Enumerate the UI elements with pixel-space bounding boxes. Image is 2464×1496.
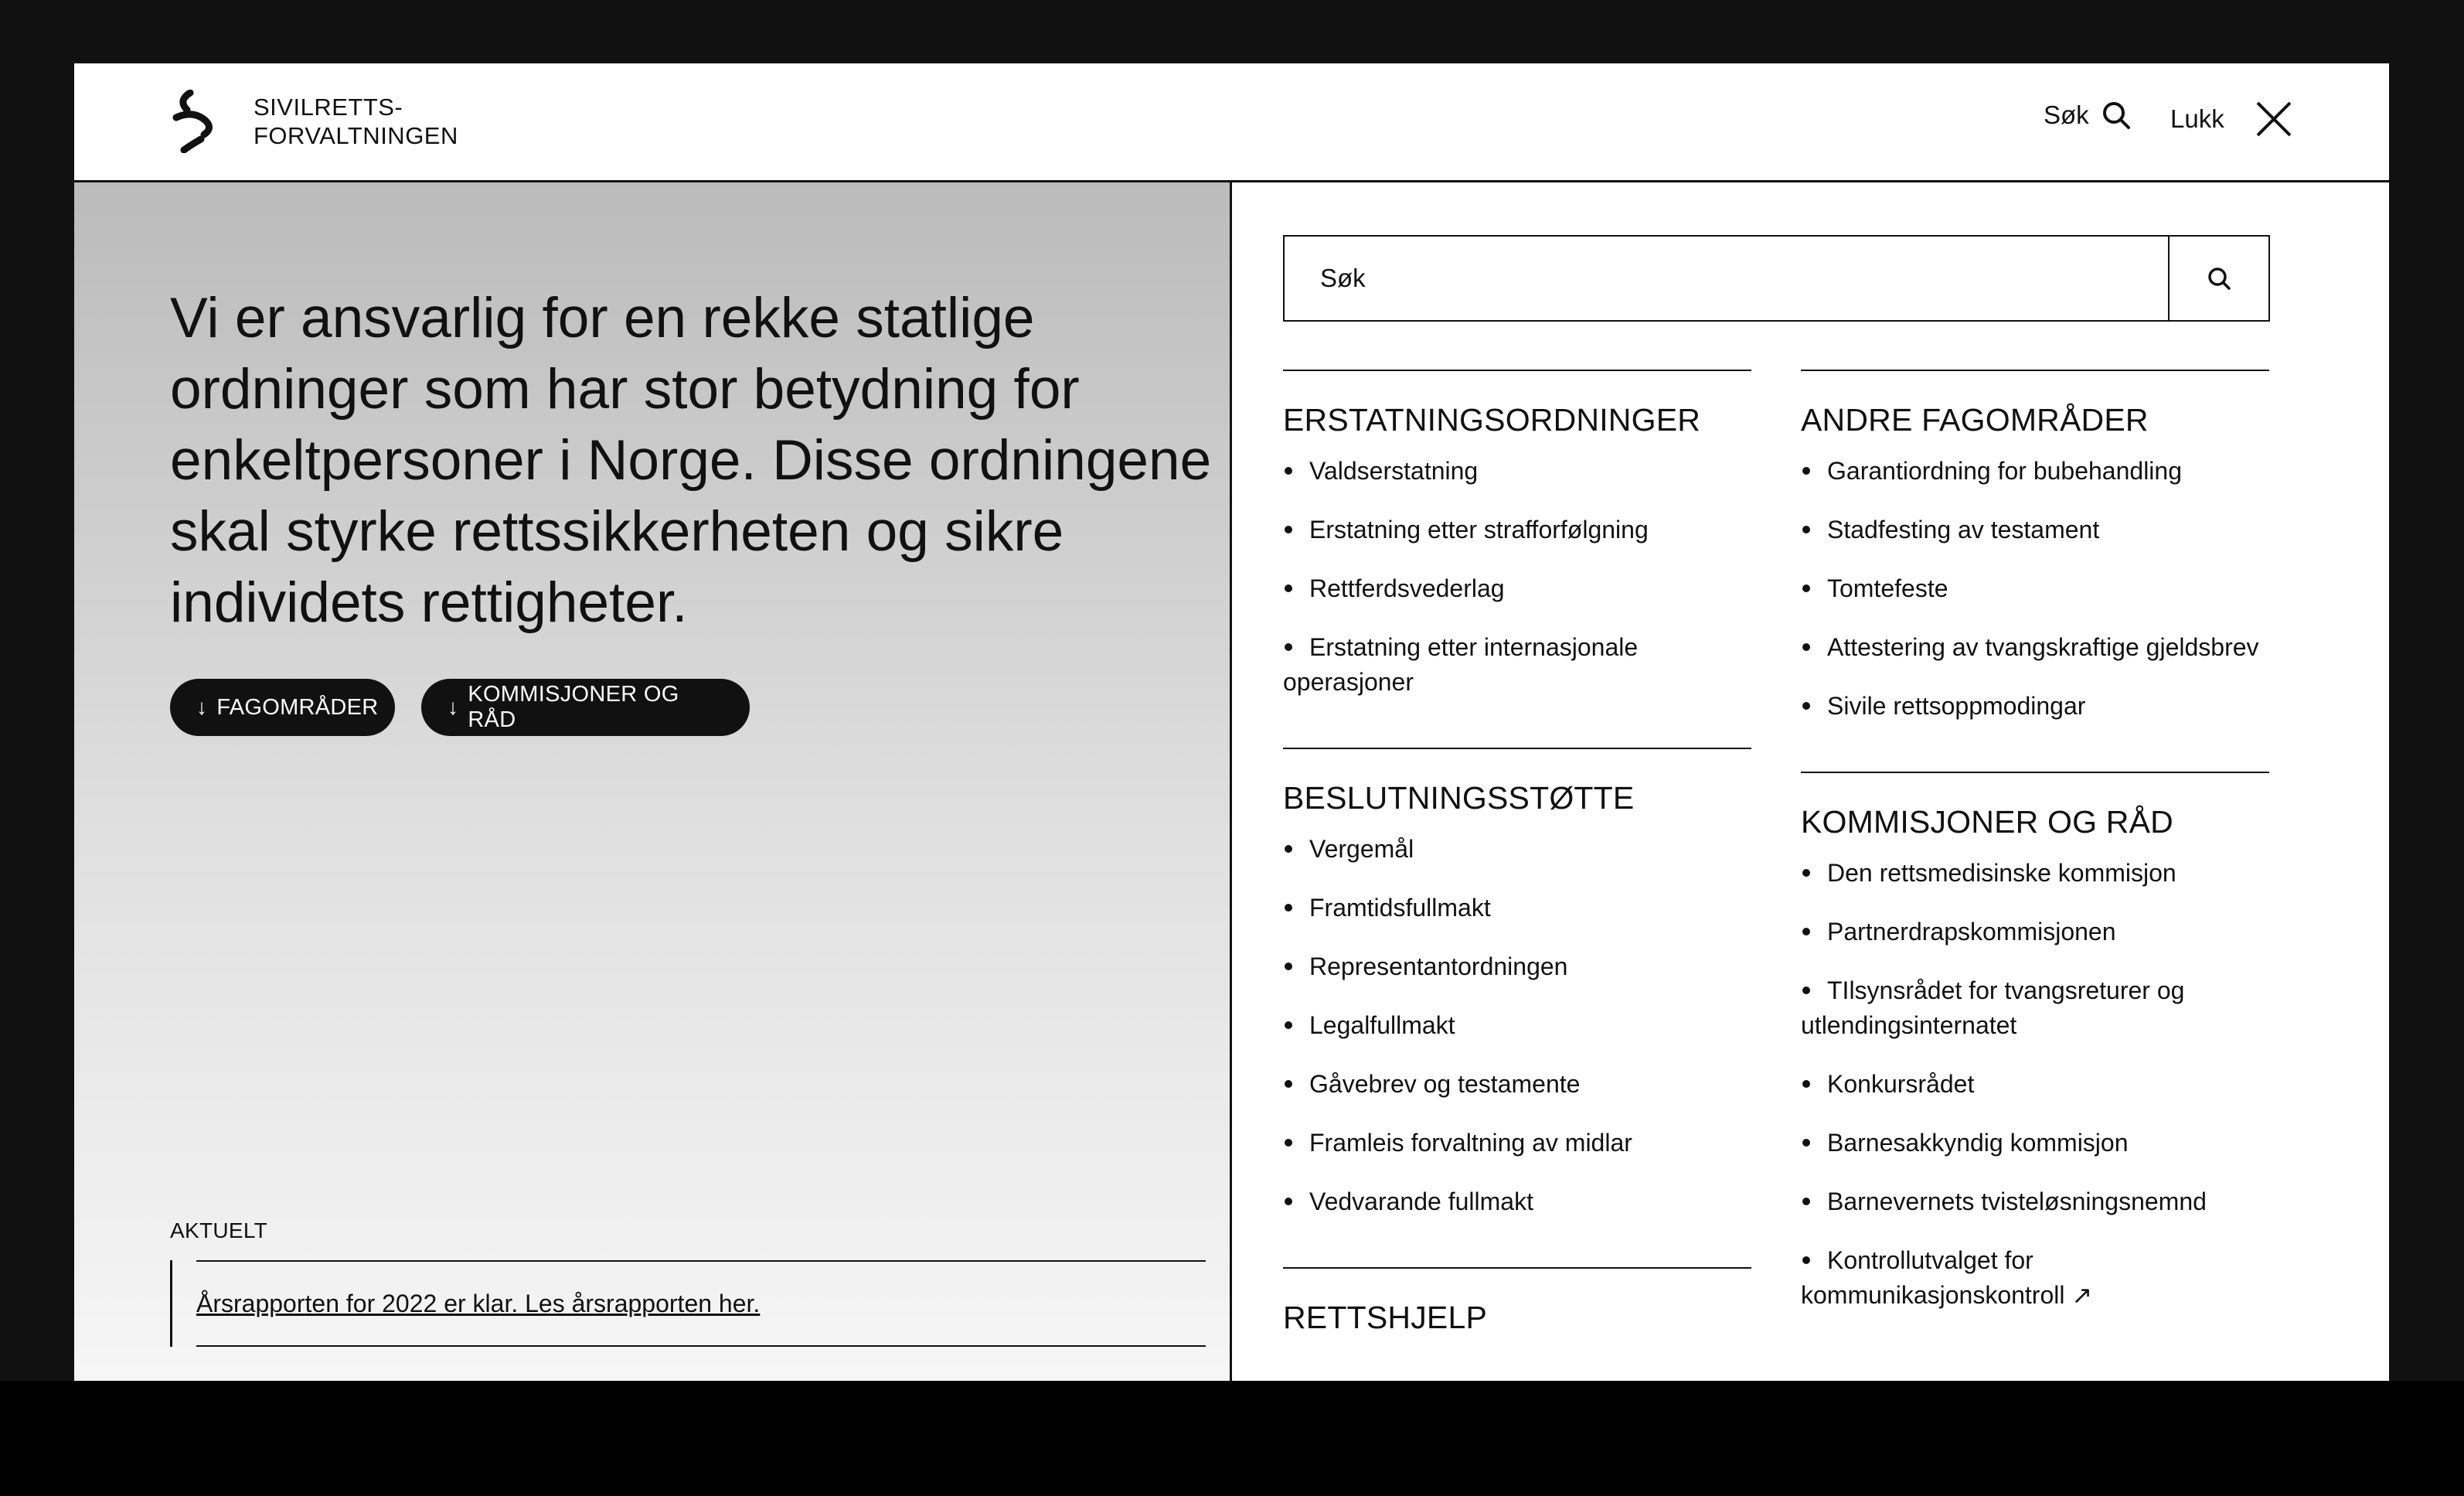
search-submit-button[interactable] bbox=[2168, 237, 2268, 320]
menu-item[interactable] bbox=[1283, 1126, 1751, 1160]
site-header bbox=[74, 63, 2389, 182]
menu-item[interactable] bbox=[1801, 856, 2269, 891]
menu-item[interactable] bbox=[1801, 1126, 2269, 1160]
news-accent-bar bbox=[170, 1260, 172, 1347]
section-andre-fagomrader bbox=[1801, 370, 2269, 724]
menu-item-label: Garantiordning for bubehandling bbox=[1827, 457, 2182, 485]
news-item bbox=[170, 1260, 1206, 1347]
menu-item[interactable] bbox=[1283, 513, 1751, 547]
bullet bbox=[1802, 584, 1810, 592]
menu-item-label: Framtidsfullmakt bbox=[1309, 894, 1491, 922]
news-divider-bottom bbox=[196, 1345, 1206, 1347]
menu-item[interactable] bbox=[1801, 973, 2269, 1043]
menu-item-label: Sivile rettsoppmodingar bbox=[1827, 692, 2086, 720]
menu-item-label: Attestering av tvangskraftige gjeldsbrev bbox=[1827, 633, 2259, 661]
fagomrader-button[interactable] bbox=[170, 679, 395, 736]
search-input[interactable] bbox=[1285, 237, 2168, 320]
intro-panel bbox=[74, 182, 1232, 1381]
menu-item[interactable] bbox=[1283, 571, 1751, 606]
menu-item-label: Den rettsmedisinske kommisjon bbox=[1827, 859, 2176, 887]
menu-item-label: Vergemål bbox=[1309, 835, 1414, 863]
news-divider-top bbox=[196, 1260, 1206, 1262]
close-label: Lukk bbox=[2170, 104, 2224, 133]
bullet bbox=[1285, 643, 1292, 651]
kommisjoner-button[interactable] bbox=[421, 679, 750, 736]
menu-item-label: Gåvebrev og testamente bbox=[1309, 1070, 1581, 1098]
menu-item[interactable] bbox=[1801, 454, 2269, 489]
menu-item[interactable] bbox=[1283, 949, 1751, 984]
menu-column-left bbox=[1283, 370, 1751, 1381]
logo-line-1: SIVILRETTS- bbox=[254, 94, 403, 121]
bullet bbox=[1802, 1080, 1810, 1088]
news-link[interactable]: Årsrapporten for 2022 er klar. Les årsrapporten her. bbox=[196, 1290, 761, 1317]
menu-item[interactable] bbox=[1283, 832, 1751, 867]
bullet bbox=[1802, 1139, 1810, 1147]
logo-mark-icon bbox=[170, 90, 216, 153]
section-beslutningsstotte bbox=[1283, 748, 1751, 1219]
menu-item[interactable] bbox=[1801, 1067, 2269, 1102]
bullet bbox=[1285, 584, 1292, 592]
menu-item-label: Rettferdsvederlag bbox=[1309, 574, 1505, 602]
aktuelt-label: AKTUELT bbox=[170, 1218, 268, 1242]
fagomrader-button-label: FAGOMRÅDER bbox=[216, 694, 379, 720]
section-erstatningsordninger bbox=[1283, 370, 1751, 700]
menu-item[interactable] bbox=[1801, 630, 2269, 665]
bullet bbox=[1802, 526, 1810, 533]
menu-item[interactable] bbox=[1283, 1184, 1751, 1219]
menu-item-label: Kontrollutvalget for kommunikasjonskontroll ↗ bbox=[1801, 1246, 2093, 1309]
menu-item[interactable] bbox=[1283, 630, 1751, 700]
section-title[interactable]: ANDRE FAGOMRÅDER bbox=[1801, 402, 2149, 438]
close-icon bbox=[2255, 101, 2292, 138]
menu-item-label: Stadfesting av testament bbox=[1827, 516, 2100, 544]
menu-item-label: Konkursrådet bbox=[1827, 1070, 1975, 1098]
kommisjoner-button-label: KOMMISJONER OG RÅD bbox=[468, 682, 679, 732]
bullet bbox=[1802, 467, 1810, 475]
menu-item-label: Tomtefeste bbox=[1827, 574, 1948, 602]
menu-item-label: Barnesakkyndig kommisjon bbox=[1827, 1129, 2129, 1157]
section-rettshjelp bbox=[1283, 1267, 1751, 1336]
menu-item-label: Barnevernets tvisteløsningsnemnd bbox=[1827, 1188, 2207, 1215]
menu-item[interactable] bbox=[1283, 1008, 1751, 1043]
section-title[interactable]: ERSTATNINGSORDNINGER bbox=[1283, 402, 1701, 438]
bullet bbox=[1285, 845, 1292, 853]
site-logo[interactable] bbox=[170, 90, 458, 153]
section-title[interactable]: KOMMISJONER OG RÅD bbox=[1801, 804, 2173, 840]
logo-line-2: FORVALTNINGEN bbox=[254, 122, 458, 149]
menu-item-label: Vedvarande fullmakt bbox=[1309, 1188, 1533, 1215]
menu-item[interactable] bbox=[1283, 454, 1751, 489]
bullet bbox=[1802, 928, 1810, 935]
bullet bbox=[1285, 1139, 1292, 1147]
menu-column-right bbox=[1801, 370, 2269, 1361]
menu-item-label: Framleis forvaltning av midlar bbox=[1309, 1129, 1632, 1157]
close-menu-button[interactable] bbox=[2170, 101, 2292, 138]
logo-wordmark bbox=[254, 93, 458, 150]
search-icon bbox=[2102, 101, 2131, 130]
menu-item-label: Representantordningen bbox=[1309, 952, 1568, 980]
search-icon bbox=[2207, 266, 2231, 291]
search-form bbox=[1283, 235, 2270, 322]
bullet bbox=[1802, 1198, 1810, 1205]
bullet bbox=[1285, 1021, 1292, 1029]
menu-item[interactable] bbox=[1801, 689, 2269, 724]
menu-item[interactable] bbox=[1283, 1067, 1751, 1102]
bullet bbox=[1285, 1080, 1292, 1088]
section-kommisjoner-og-rad bbox=[1801, 772, 2269, 1313]
menu-item[interactable] bbox=[1801, 571, 2269, 606]
menu-item-label: Erstatning etter strafforfølgning bbox=[1309, 516, 1649, 544]
arrow-down-icon: ↓ bbox=[448, 695, 459, 719]
menu-item-label: TIlsynsrådet for tvangsreturer og utlendingsinternatet bbox=[1801, 976, 2185, 1039]
bullet bbox=[1802, 869, 1810, 877]
menu-item-label: Partnerdrapskommisjonen bbox=[1827, 918, 2116, 946]
bullet bbox=[1802, 702, 1810, 710]
menu-item[interactable] bbox=[1801, 1184, 2269, 1219]
bullet bbox=[1285, 467, 1292, 475]
bullet bbox=[1802, 643, 1810, 651]
bullet bbox=[1285, 963, 1292, 970]
intro-heading: Vi er ansvarlig for en rekke statlige ordninger som har stor betydning for enkeltpersoner i Norge. Disse ordningene skal styrke rettssikkerheten og sikre individets rettigheter. bbox=[170, 287, 1212, 634]
bullet bbox=[1285, 526, 1292, 533]
menu-item[interactable] bbox=[1283, 891, 1751, 925]
menu-item-label: Erstatning etter internasjonale operasjoner bbox=[1283, 633, 1639, 696]
bullet bbox=[1802, 987, 1810, 994]
menu-overlay-window bbox=[74, 63, 2389, 1381]
menu-item-label: Valdserstatning bbox=[1309, 457, 1479, 485]
screen-bottom-bar bbox=[0, 1381, 2464, 1496]
bullet bbox=[1802, 1256, 1810, 1264]
menu-panel bbox=[1232, 182, 2389, 1381]
menu-item-label: Legalfullmakt bbox=[1309, 1011, 1455, 1039]
header-search-label: Søk bbox=[2044, 101, 2089, 129]
menu-item[interactable] bbox=[1801, 513, 2269, 547]
menu-item[interactable] bbox=[1801, 1243, 2269, 1313]
bullet bbox=[1285, 904, 1292, 912]
arrow-down-icon: ↓ bbox=[196, 695, 208, 719]
header-search-button[interactable] bbox=[2044, 101, 2131, 130]
menu-item[interactable] bbox=[1801, 915, 2269, 949]
bullet bbox=[1285, 1198, 1292, 1205]
section-title[interactable]: BESLUTNINGSSTØTTE bbox=[1283, 780, 1635, 816]
section-title[interactable]: RETTSHJELP bbox=[1283, 1300, 1487, 1335]
